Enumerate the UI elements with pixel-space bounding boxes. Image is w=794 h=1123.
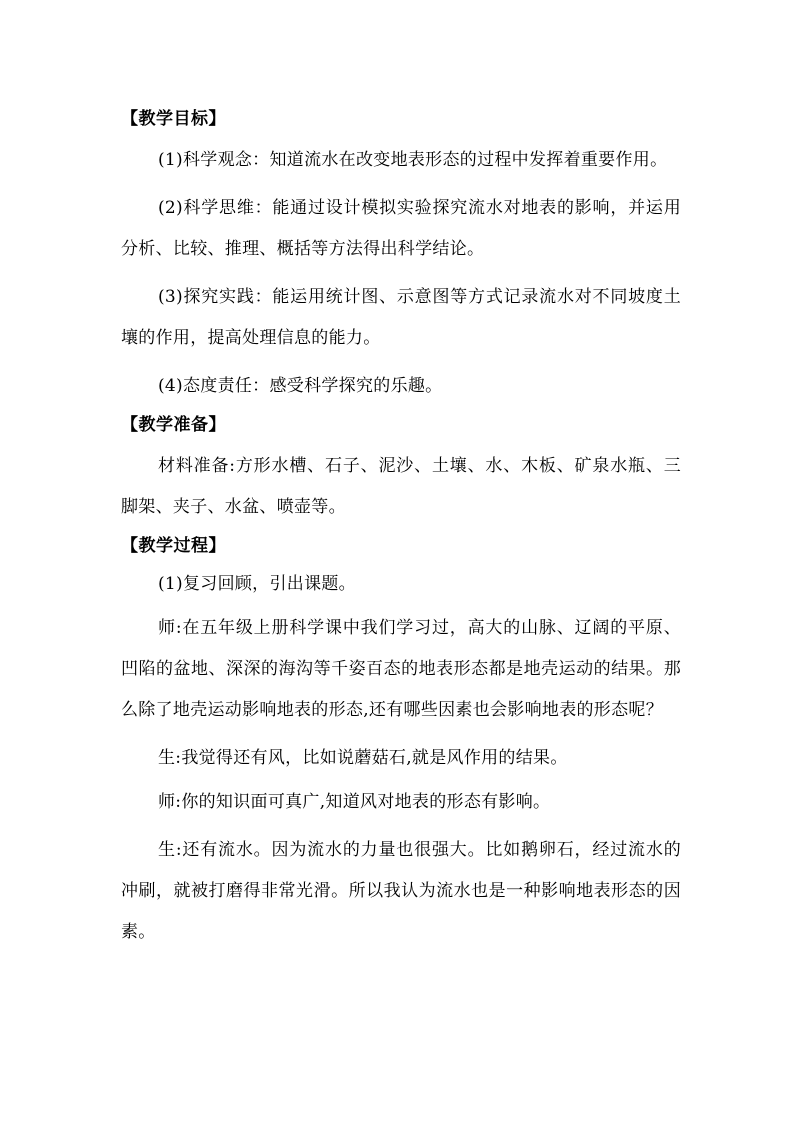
objective-item-1: (1)科学观念：知道流水在改变地表形态的过程中发挥着重要作用。 bbox=[158, 150, 668, 170]
objective-item-4: (4)态度责任：感受科学探究的乐趣。 bbox=[158, 376, 443, 396]
section-heading-process: 【教学过程】 bbox=[121, 536, 226, 556]
process-paragraph: 师:你的知识面可真广,知道风对地表的形态有影响。 bbox=[158, 792, 551, 812]
preparation-materials: 材料准备:方形水槽、石子、泥沙、土壤、水、木板、矿泉水瓶、三脚架、夹子、水盆、喷壶等。 bbox=[121, 456, 681, 517]
process-paragraph: 师:在五年级上册科学课中我们学习过，高大的山脉、辽阔的平原、凹陷的盆地、深深的海沟等千姿百态的地表形态都是地壳运动的结果。那么除了地壳运动影响地表的形态,还有哪些因素也会影响地表的形态呢？ bbox=[121, 618, 681, 720]
process-paragraph: 生:我觉得还有风，比如说蘑菇石,就是风作用的结果。 bbox=[158, 748, 568, 768]
section-heading-preparation: 【教学准备】 bbox=[121, 415, 226, 435]
document-body bbox=[121, 101, 681, 953]
process-paragraph: (1)复习回顾，引出课题。 bbox=[158, 574, 356, 594]
process-paragraph: 生:还有流水。因为流水的力量也很强大。比如鹅卵石，经过流水的冲刷，就被打磨得非常光滑。所以我认为流水也是一种影响地表形态的因素。 bbox=[121, 840, 681, 942]
objective-item-3: (3)探究实践：能运用统计图、示意图等方式记录流水对不同坡度土壤的作用，提高处理信息的能力。 bbox=[121, 287, 681, 348]
objective-item-2: (2)科学思维：能通过设计模拟实验探究流水对地表的影响，并运用分析、比较、推理、概括等方法得出科学结论。 bbox=[121, 198, 681, 259]
section-heading-objectives: 【教学目标】 bbox=[121, 109, 226, 129]
